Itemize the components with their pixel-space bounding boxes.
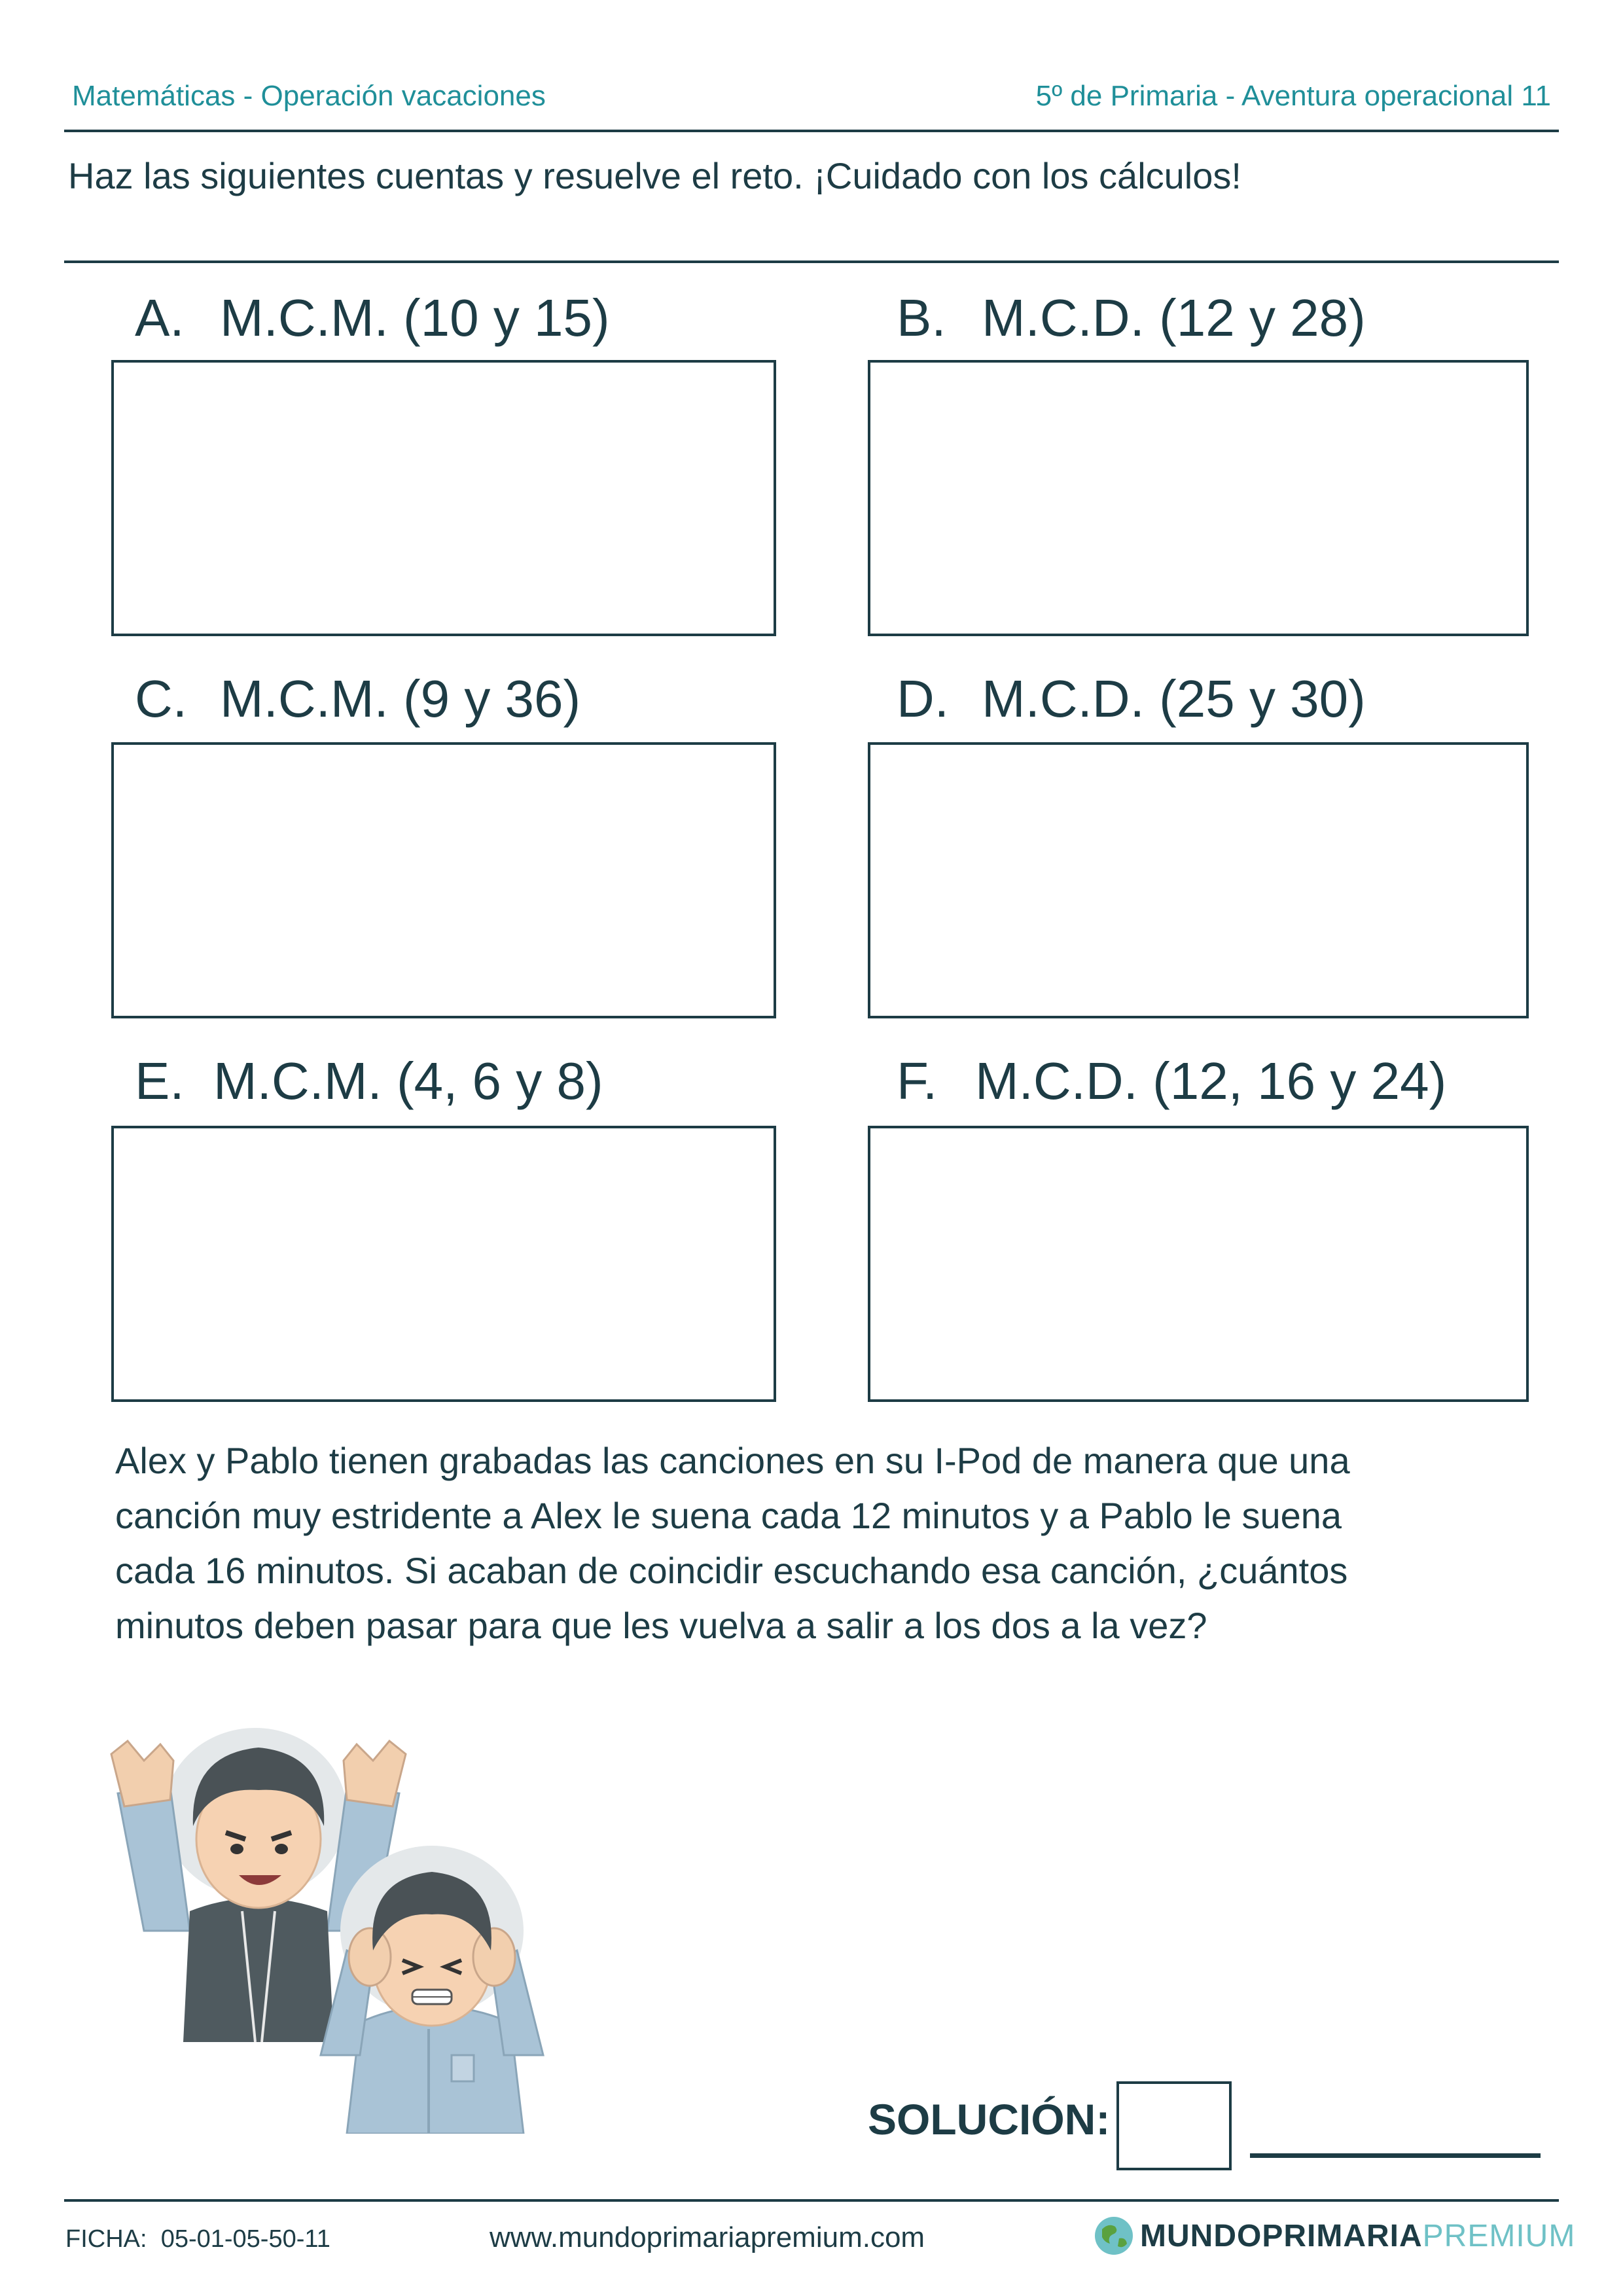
problem-line: cada 16 minutos. Si acaban de coincidir escuchando esa canción, ¿cuántos — [115, 1550, 1348, 1591]
question-letter: A. — [135, 289, 185, 347]
header-grade: 5º de Primaria - Aventura operacional 11 — [1035, 80, 1551, 112]
question-text: M.C.D. (25 y 30) — [982, 670, 1366, 728]
question-e-label — [135, 1051, 603, 1111]
answer-box-d[interactable] — [868, 742, 1529, 1018]
solution-box[interactable] — [1116, 2081, 1232, 2170]
problem-line: canción muy estridente a Alex le suena cada 12 minutos y a Pablo le suena — [115, 1495, 1342, 1536]
website-url[interactable]: www.mundoprimariapremium.com — [490, 2221, 925, 2253]
question-b-label — [897, 288, 1366, 348]
problem-line: minutos deben pasar para que les vuelva a salir a los dos a la vez? — [115, 1605, 1207, 1646]
brand-logo — [1093, 2215, 1575, 2257]
question-a-label — [135, 288, 610, 348]
instruction-text: Haz las siguientes cuentas y resuelve el reto. ¡Cuidado con los cálculos! — [68, 155, 1241, 196]
ficha-code: 05-01-05-50-11 — [160, 2225, 330, 2253]
question-text: M.C.D. (12, 16 y 24) — [975, 1052, 1447, 1110]
footer-divider — [64, 2199, 1559, 2202]
logo-premium: PREMIUM — [1422, 2218, 1576, 2253]
header-subject: Matemáticas - Operación vacaciones — [72, 80, 546, 112]
word-problem — [115, 1433, 1529, 1653]
ficha-info — [65, 2225, 330, 2253]
logo-primaria: PRIMARIA — [1262, 2218, 1423, 2253]
boys-with-earphones-illustration — [98, 1715, 609, 2134]
header-divider — [64, 130, 1559, 132]
question-letter: F. — [897, 1052, 938, 1110]
question-c-label — [135, 669, 580, 729]
question-letter: C. — [135, 670, 187, 728]
problem-line: Alex y Pablo tienen grabadas las canciones en su I-Pod de manera que una — [115, 1440, 1350, 1481]
question-text: M.C.M. (9 y 36) — [220, 670, 581, 728]
question-text: M.C.D. (12 y 28) — [982, 289, 1366, 347]
question-letter: B. — [897, 289, 946, 347]
solution-label: SOLUCIÓN: — [868, 2095, 1111, 2144]
question-text: M.C.M. (4, 6 y 8) — [213, 1052, 603, 1110]
question-letter: E. — [135, 1052, 185, 1110]
ficha-label: FICHA: — [65, 2225, 147, 2253]
question-d-label — [897, 669, 1366, 729]
answer-box-c[interactable] — [111, 742, 776, 1018]
logo-mundo: MUNDO — [1140, 2218, 1262, 2253]
instruction-divider — [64, 260, 1559, 263]
answer-box-a[interactable] — [111, 360, 776, 636]
question-f-label — [897, 1051, 1446, 1111]
globe-icon — [1093, 2215, 1135, 2257]
answer-box-e[interactable] — [111, 1126, 776, 1402]
solution-answer-line[interactable] — [1250, 2153, 1541, 2158]
answer-box-f[interactable] — [868, 1126, 1529, 1402]
boy-pablo-figure — [321, 1846, 543, 2134]
question-text: M.C.M. (10 y 15) — [220, 289, 610, 347]
answer-box-b[interactable] — [868, 360, 1529, 636]
question-letter: D. — [897, 670, 949, 728]
